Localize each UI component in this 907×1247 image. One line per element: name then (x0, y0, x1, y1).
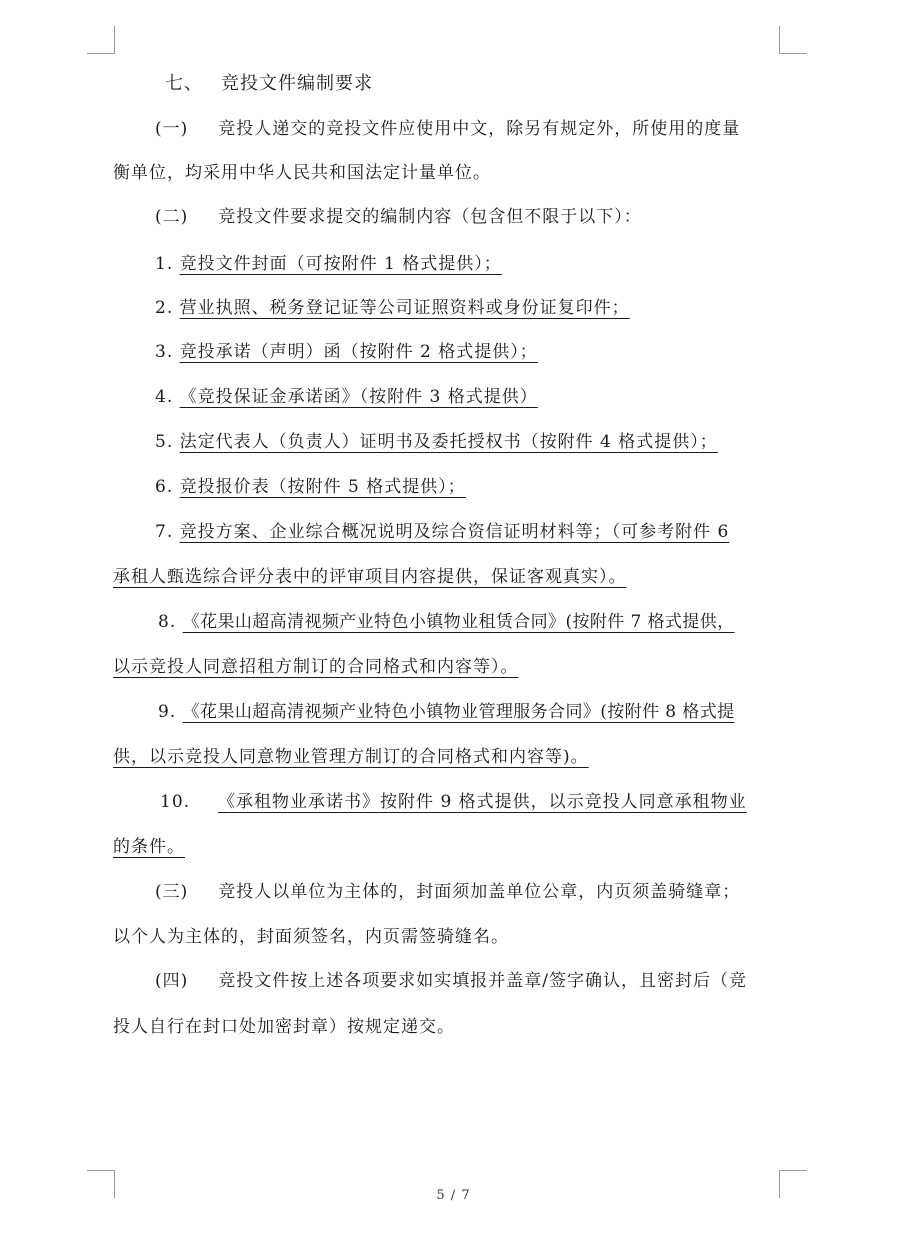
list-item-continuation (113, 655, 519, 679)
para-3-line-1 (155, 880, 740, 904)
item-text: 供，以示竞投人同意物业管理方制订的合同格式和内容等)。 (113, 747, 589, 767)
para-2-number: (二) (155, 207, 189, 227)
list-item (155, 340, 538, 364)
item-number: 1. (155, 254, 174, 274)
item-number: 5. (155, 432, 174, 452)
item-text: 《承租物业承诺书》按附件 9 格式提供，以示竞投人同意承租物业 (218, 792, 747, 812)
list-item (155, 252, 502, 276)
list-item (158, 610, 735, 634)
item-text: 《花果山超高清视频产业特色小镇物业管理服务合同》(按附件 8 格式提 (182, 702, 735, 722)
list-item (155, 385, 538, 409)
item-number: 8. (158, 612, 177, 632)
item-text: 竞投报价表（按附件 5 格式提供）； (179, 477, 466, 497)
para-4-line-1 (155, 969, 747, 993)
para-1-text: 竞投人递交的竞投文件应使用中文，除另有规定外，所使用的度量 (218, 119, 741, 139)
item-text: 法定代表人（负责人）证明书及委托授权书（按附件 4 格式提供）； (179, 432, 718, 452)
list-item (155, 520, 729, 544)
item-text: 竞投方案、企业综合概况说明及综合资信证明材料等；（可参考附件 6 (179, 522, 730, 542)
para-3-number: (三) (155, 882, 189, 902)
item-text: 承租人甄选综合评分表中的评审项目内容提供，保证客观真实）。 (113, 567, 627, 587)
list-item (160, 790, 747, 814)
item-number: 7. (155, 522, 174, 542)
para-3-text: 竞投人以单位为主体的，封面须加盖单位公章，内页须盖骑缝章； (218, 882, 741, 902)
list-item (155, 430, 718, 454)
corner-mark-top-right (779, 26, 807, 54)
list-item-continuation (113, 745, 589, 769)
item-number: 10. (160, 792, 191, 812)
section-heading (165, 72, 373, 96)
heading-number: 七、 (165, 73, 203, 94)
page-number: 5 / 7 (436, 1188, 471, 1203)
para-1-line-2: 衡单位，均采用中华人民共和国法定计量单位。 (113, 163, 491, 183)
para-4-line-2: 投人自行在封口处加密封章）按规定递交。 (113, 1017, 455, 1037)
para-2-text: 竞投文件要求提交的编制内容（包含但不限于以下）： (218, 207, 642, 227)
list-item (155, 296, 630, 320)
item-number: 6. (155, 477, 174, 497)
item-text: 的条件。 (113, 837, 185, 857)
item-number: 3. (155, 342, 174, 362)
list-item-continuation (113, 835, 185, 859)
heading-title: 竞投文件编制要求 (221, 73, 373, 94)
list-item (155, 475, 466, 499)
para-4-number: (四) (155, 971, 189, 991)
list-item (158, 700, 735, 724)
item-text: 《花果山超高清视频产业特色小镇物业租赁合同》(按附件 7 格式提供， (182, 612, 735, 632)
item-number: 9. (158, 702, 177, 722)
para-2 (155, 205, 642, 229)
corner-mark-top-left (87, 26, 115, 54)
para-3-line-2: 以个人为主体的，封面须签名，内页需签骑缝名。 (113, 927, 509, 947)
item-number: 4. (155, 387, 174, 407)
item-text: 竞投文件封面（可按附件 1 格式提供）； (179, 254, 502, 274)
item-text: 以示竞投人同意招租方制订的合同格式和内容等）。 (113, 657, 519, 677)
item-text: 营业执照、税务登记证等公司证照资料或身份证复印件； (179, 298, 630, 318)
item-text: 《竞投保证金承诺函》（按附件 3 格式提供） (179, 387, 538, 407)
item-text: 竞投承诺（声明）函（按附件 2 格式提供）； (179, 342, 538, 362)
list-item-continuation (113, 565, 627, 589)
para-1-number: (一) (155, 119, 189, 139)
item-number: 2. (155, 298, 174, 318)
para-1-line-1 (155, 117, 740, 141)
para-4-text: 竞投文件按上述各项要求如实填报并盖章/签字确认，且密封后（竞 (218, 971, 747, 991)
